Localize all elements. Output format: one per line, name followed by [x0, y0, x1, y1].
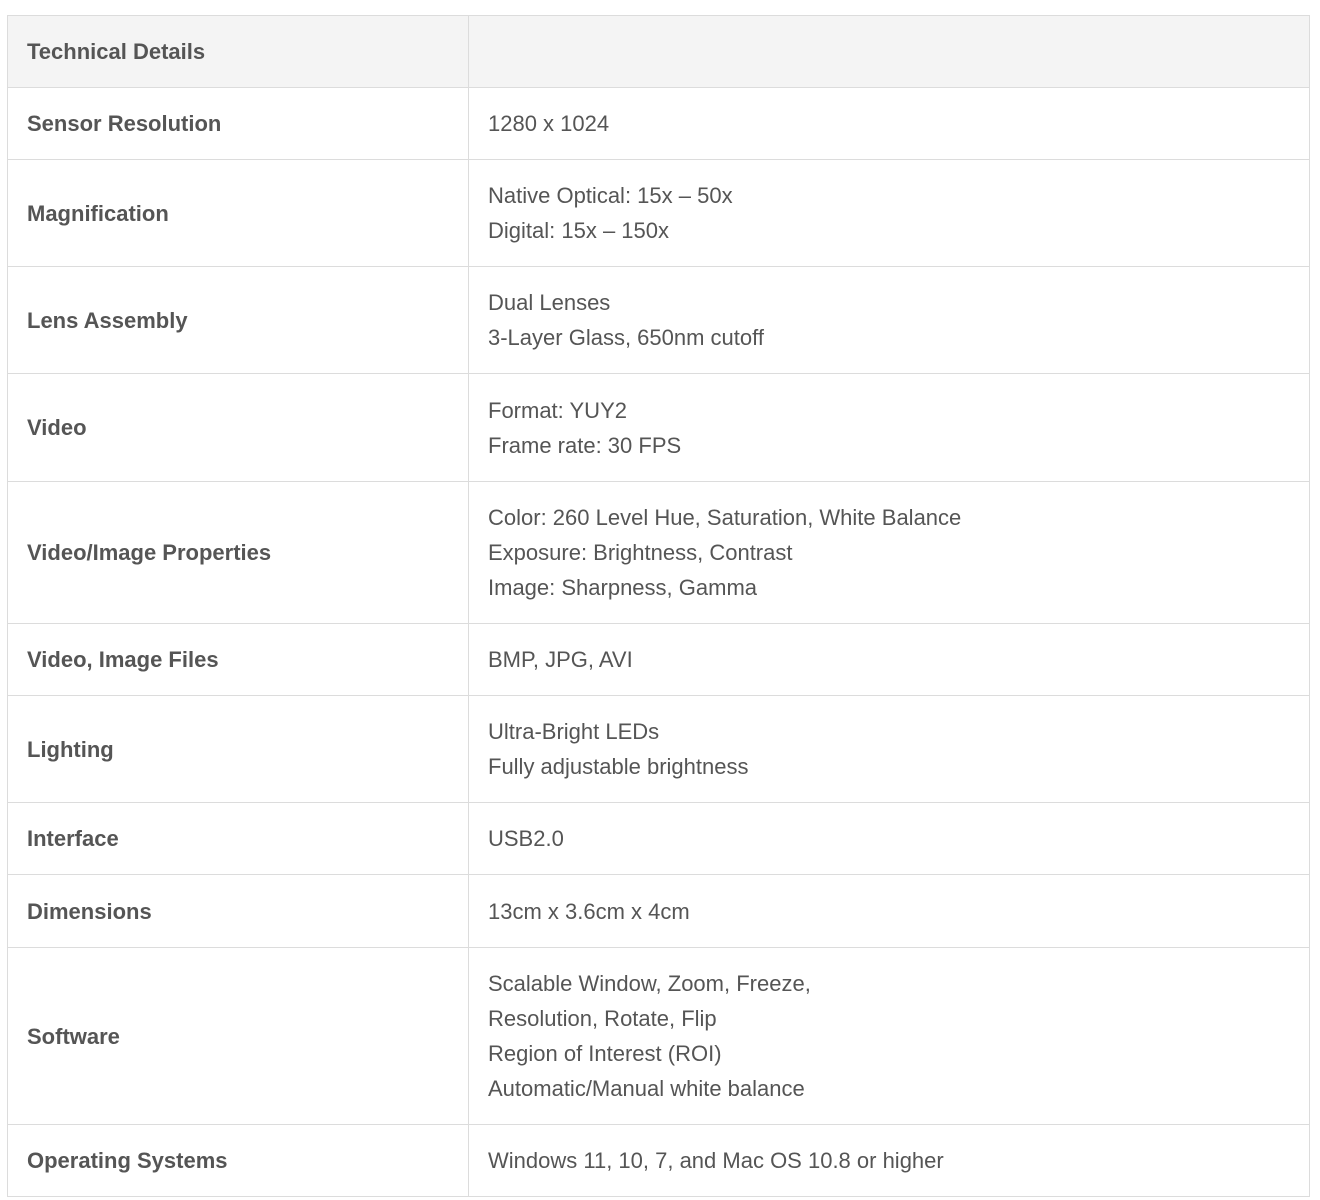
table-row: [8, 88, 1310, 160]
spec-value-line: BMP, JPG, AVI: [488, 647, 633, 672]
spec-value-line: Automatic/Manual white balance: [488, 1076, 805, 1101]
spec-label: Video/Image Properties: [8, 482, 469, 624]
spec-value-line: 13cm x 3.6cm x 4cm: [488, 898, 690, 924]
spec-value: [469, 875, 1310, 948]
spec-value: [469, 696, 1310, 803]
spec-value: [469, 482, 1310, 624]
spec-label: Operating Systems: [8, 1125, 469, 1197]
table-row: [8, 374, 1310, 482]
spec-value-line: Windows 11, 10, 7, and Mac OS 10.8 or higher: [488, 1148, 944, 1173]
spec-value-line: Resolution, Rotate, Flip: [488, 1006, 717, 1031]
table-row: [8, 875, 1310, 948]
table-header-row: [8, 16, 1310, 88]
table-row: [8, 267, 1310, 374]
spec-label: Software: [8, 948, 469, 1125]
spec-value-line: Exposure: Brightness, Contrast: [488, 540, 793, 565]
spec-value: [469, 948, 1310, 1125]
spec-value-line: Ultra-Bright LEDs: [488, 719, 660, 744]
spec-label: Magnification: [8, 160, 469, 267]
technical-details-table: [7, 15, 1310, 1197]
spec-value: [469, 803, 1310, 875]
spec-value-line: Native Optical: 15x – 50x: [488, 183, 733, 208]
spec-value-line: Scalable Window, Zoom, Freeze,: [488, 971, 811, 996]
table-row: [8, 948, 1310, 1125]
spec-value-line: 1280 x 1024: [488, 111, 610, 136]
spec-value: [469, 88, 1310, 160]
table-row: [8, 160, 1310, 267]
spec-label: Lens Assembly: [8, 267, 469, 374]
spec-value-line: Fully adjustable brightness: [488, 754, 749, 779]
table-header-value: [469, 16, 1310, 88]
spec-value-line: 3-Layer Glass, 650nm cutoff: [488, 325, 764, 350]
spec-value: [469, 374, 1310, 482]
spec-value-line: Frame rate: 30 FPS: [488, 432, 682, 458]
spec-value-line: Digital: 15x – 150x: [488, 218, 669, 243]
spec-label: Sensor Resolution: [8, 88, 469, 160]
spec-value-line: USB2.0: [488, 826, 564, 851]
table-row: [8, 803, 1310, 875]
spec-value: [469, 160, 1310, 267]
table-row: [8, 1125, 1310, 1197]
spec-label: Video, Image Files: [8, 624, 469, 696]
spec-label: Video: [8, 374, 469, 482]
table-row: [8, 696, 1310, 803]
spec-value-line: Region of Interest (ROI): [488, 1041, 722, 1066]
table-header-label: Technical Details: [8, 16, 469, 88]
table-row: [8, 624, 1310, 696]
spec-value: [469, 1125, 1310, 1197]
spec-label: Lighting: [8, 696, 469, 803]
spec-value: [469, 267, 1310, 374]
spec-value-line: Image: Sharpness, Gamma: [488, 575, 758, 600]
table-row: [8, 482, 1310, 624]
spec-label: Dimensions: [8, 875, 469, 948]
spec-label: Interface: [8, 803, 469, 875]
spec-value-line: Format: YUY2: [488, 397, 627, 423]
spec-table-body: [8, 16, 1310, 1197]
spec-value-line: Color: 260 Level Hue, Saturation, White Balance: [488, 505, 962, 530]
spec-value-line: Dual Lenses: [488, 290, 611, 315]
spec-value: [469, 624, 1310, 696]
